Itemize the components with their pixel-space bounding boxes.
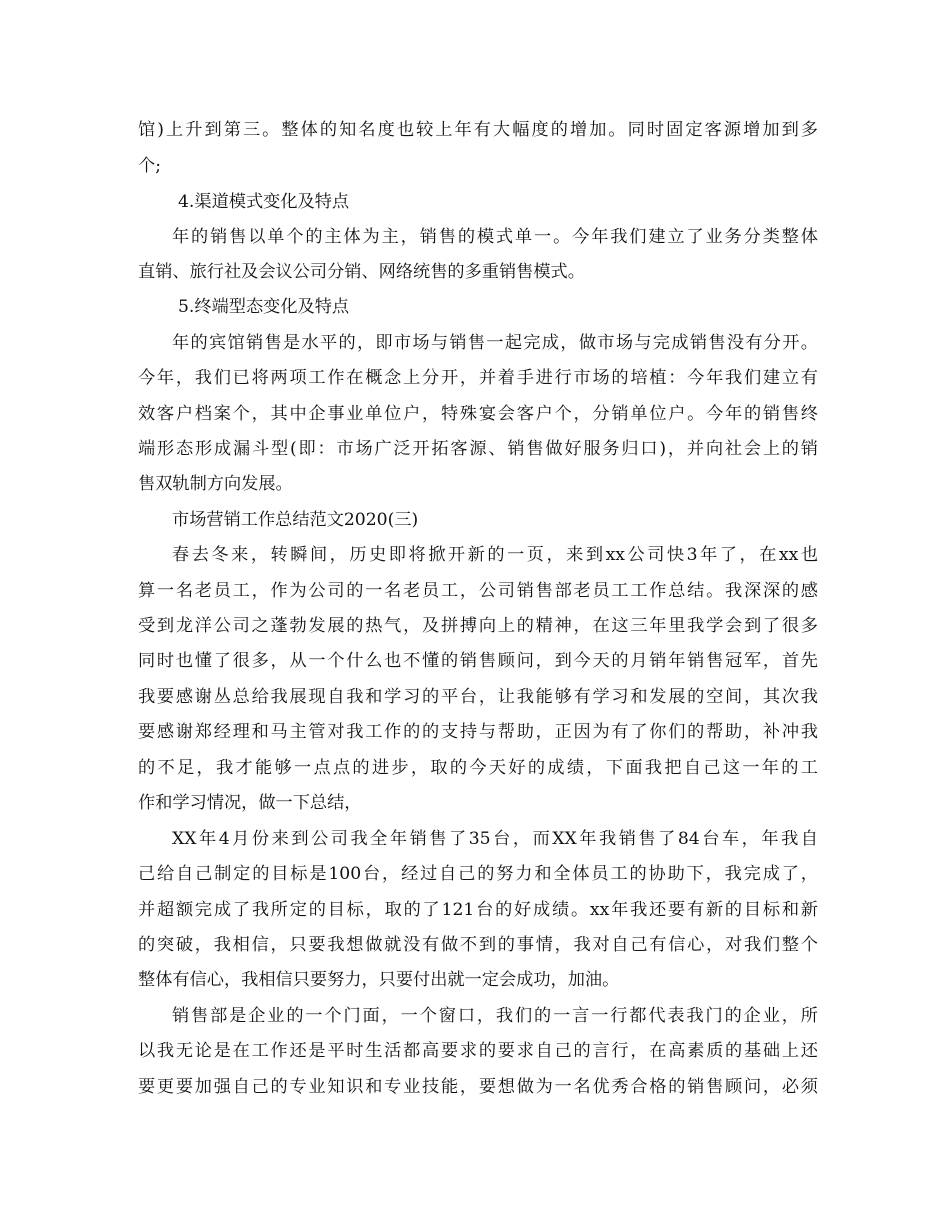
text-line: 己给自己制定的目标是100台，经过自己的努力和全体员工的协助下，我完成了， [138,864,818,884]
text-line: 的突破，我相信，只要我想做就没有做不到的事情，我对自己有信心，对我们整个 [138,935,818,955]
text-line: 售双轨制方向发展。 [138,474,293,494]
text-line: 我要感谢丛总给我展现自我和学习的平台，让我能够有学习和发展的空间，其次我 [138,687,818,707]
text-line: 以我无论是在工作还是平时生活都高要求的要求自己的言行，在高素质的基础上还 [138,1041,818,1061]
text-line: 整体有信心，我相信只要努力，只要付出就一定会成功，加油。 [138,970,620,990]
text-line: 端形态形成漏斗型(即：市场广泛开拓客源、销售做好服务归口)，并向社会上的销 [138,439,818,459]
text-line: 年的销售以单个的主体为主，销售的模式单一。今年我们建立了业务分类整体 [172,227,818,247]
text-line: 馆)上升到第三。整体的知名度也较上年有大幅度的增加。同时固定客源增加到多 [138,120,818,140]
text-line: 受到龙洋公司之蓬勃发展的热气，及拼搏向上的精神，在这三年里我学会到了很多 [138,616,818,636]
section-heading: 4.渠道模式变化及特点 [178,192,350,212]
text-line: 效客户档案个，其中企事业单位户，特殊宴会客户个，分销单位户。今年的销售终 [138,404,818,424]
text-line: XX年4月份来到公司我全年销售了35台，而XX年我销售了84台车，年我自 [172,829,818,849]
text-line: 算一名老员工，作为公司的一名老员工，公司销售部老员工工作总结。我深深的感 [138,581,818,601]
text-line: 要感谢郑经理和马主管对我工作的的支持与帮助，正因为有了你们的帮助，补冲我 [138,722,818,742]
text-line: 今年，我们已将两项工作在概念上分开，并着手进行市场的培植：今年我们建立有 [138,368,818,388]
text-line: 的不足，我才能够一点点的进步，取的今天好的成绩，下面我把自己这一年的工 [138,758,818,778]
text-line: 直销、旅行社及会议公司分销、网络统售的多重销售模式。 [138,262,585,282]
text-line: 销售部是企业的一个门面，一个窗口，我们的一言一行都代表我门的企业，所 [172,1006,818,1026]
section-heading: 5.终端型态变化及特点 [178,297,350,317]
text-line: 要更要加强自己的专业知识和专业技能，要想做为一名优秀合格的销售顾问，必须 [138,1077,818,1097]
text-line: 并超额完成了我所定的目标，取的了121台的好成绩。xx年我还要有新的目标和新 [138,900,818,920]
text-line: 春去冬来，转瞬间，历史即将掀开新的一页，来到xx公司快3年了，在xx也 [172,545,818,565]
text-line: 年的宾馆销售是水平的，即市场与销售一起完成，做市场与完成销售没有分开。 [172,333,818,353]
section-title: 市场营销工作总结范文2020(三) [172,510,419,530]
text-line: 作和学习情况，做一下总结， [138,793,362,813]
text-line: 个; [138,156,161,176]
text-line: 同时也懂了很多，从一个什么也不懂的销售顾问，到今天的月销年销售冠军，首先 [138,651,818,671]
